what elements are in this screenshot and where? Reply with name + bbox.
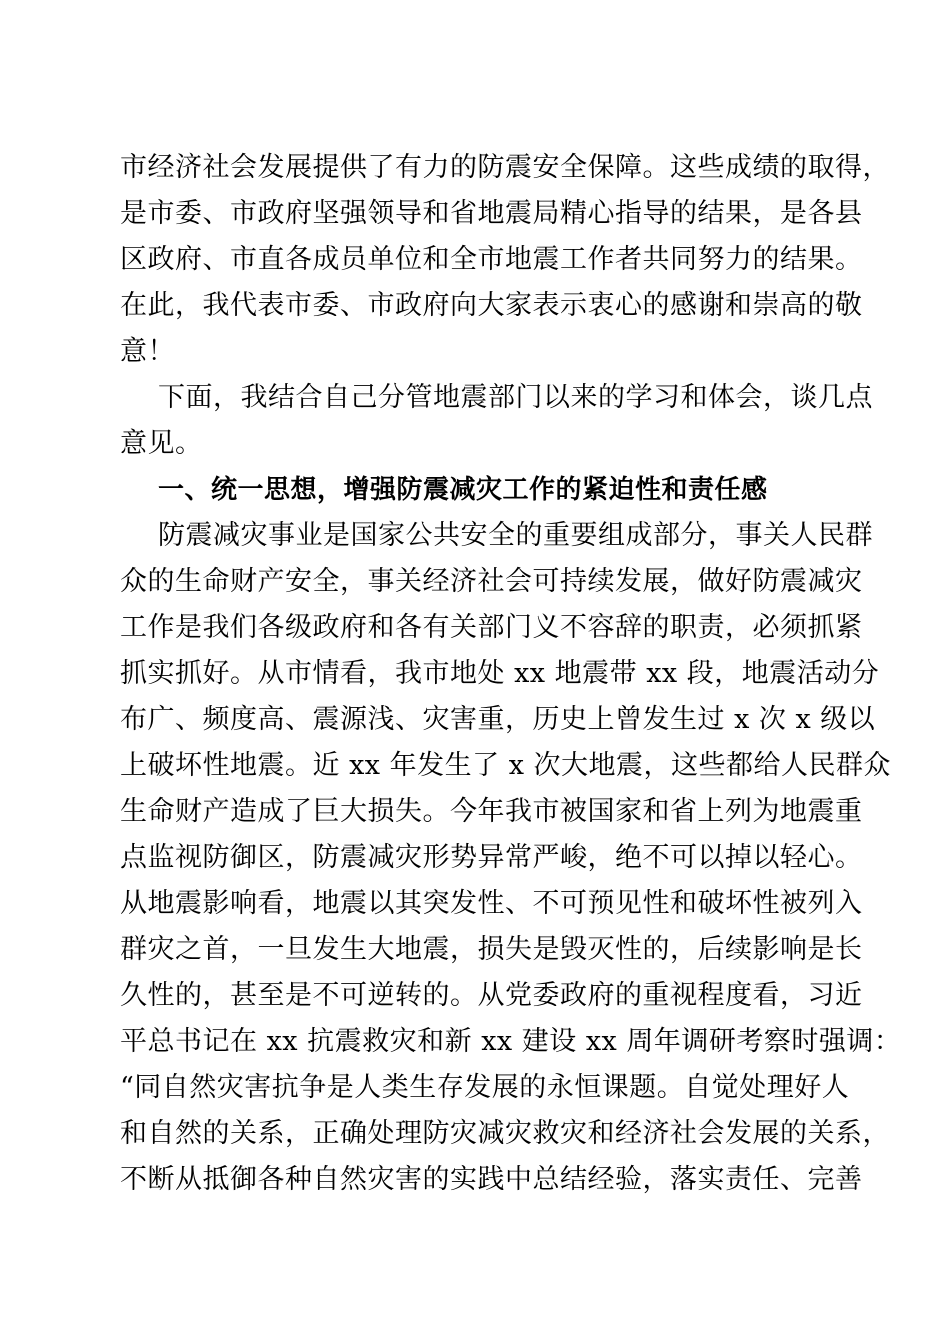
- text-line: 不断从抵御各种自然灾害的实践中总结经验，落实责任、完善: [120, 1164, 863, 1195]
- section-heading: 一、统一思想，增强防震减灾工作的紧迫性和责任感: [158, 475, 768, 505]
- paragraph-1: [120, 145, 890, 375]
- text-line: 在此，我代表市委、市政府向大家表示衷心的感谢和崇高的敬: [120, 290, 863, 321]
- text-line: 从地震影响看，地震以其突发性、不可预见性和破坏性被列入: [120, 888, 863, 919]
- text-line: 众的生命财产安全，事关经济社会可持续发展，做好防震减灾: [120, 566, 863, 597]
- text-line: 区政府、市直各成员单位和全市地震工作者共同努力的结果。: [120, 244, 863, 275]
- text-line: 上破坏性地震。近 xx 年发生了 x 次大地震，这些都给人民群众: [120, 750, 892, 781]
- text-line: 下面，我结合自己分管地震部门以来的学习和体会，谈几点: [158, 382, 873, 413]
- text-line: 布广、频度高、震源浅、灾害重，历史上曾发生过 x 次 x 级以: [120, 704, 876, 735]
- text-line: 意见。: [120, 428, 203, 459]
- text-line: 意！: [120, 336, 175, 367]
- paragraph-3: [120, 513, 902, 1203]
- text-line: 是市委、市政府坚强领导和省地震局精心指导的结果，是各县: [120, 198, 863, 229]
- text-line: 点监视防御区，防震减灾形势异常严峻，绝不可以掉以轻心。: [120, 842, 863, 873]
- text-line: 久性的，甚至是不可逆转的。从党委政府的重视程度看，习近: [120, 980, 863, 1011]
- text-line: 工作是我们各级政府和各有关部门义不容辞的职责，必须抓紧: [120, 612, 863, 643]
- document-body: [120, 145, 902, 1203]
- text-line: 群灾之首，一旦发生大地震，损失是毁灭性的，后续影响是长: [120, 934, 863, 965]
- text-line: 生命财产造成了巨大损失。今年我市被国家和省上列为地震重: [120, 796, 863, 827]
- text-line: 抓实抓好。从市情看，我市地处 xx 地震带 xx 段，地震活动分: [120, 658, 880, 689]
- text-line: 平总书记在 xx 抗震救灾和新 xx 建设 xx 周年调研考察时强调：: [120, 1026, 902, 1057]
- text-line: “同自然灾害抗争是人类生存发展的永恒课题。自觉处理好人: [120, 1072, 850, 1103]
- text-line: 防震减灾事业是国家公共安全的重要组成部分，事关人民群: [158, 520, 873, 551]
- text-line: 和自然的关系，正确处理防灾减灾救灾和经济社会发展的关系，: [120, 1118, 890, 1149]
- paragraph-2: [120, 375, 873, 467]
- text-line: 市经济社会发展提供了有力的防震安全保障。这些成绩的取得，: [120, 152, 890, 183]
